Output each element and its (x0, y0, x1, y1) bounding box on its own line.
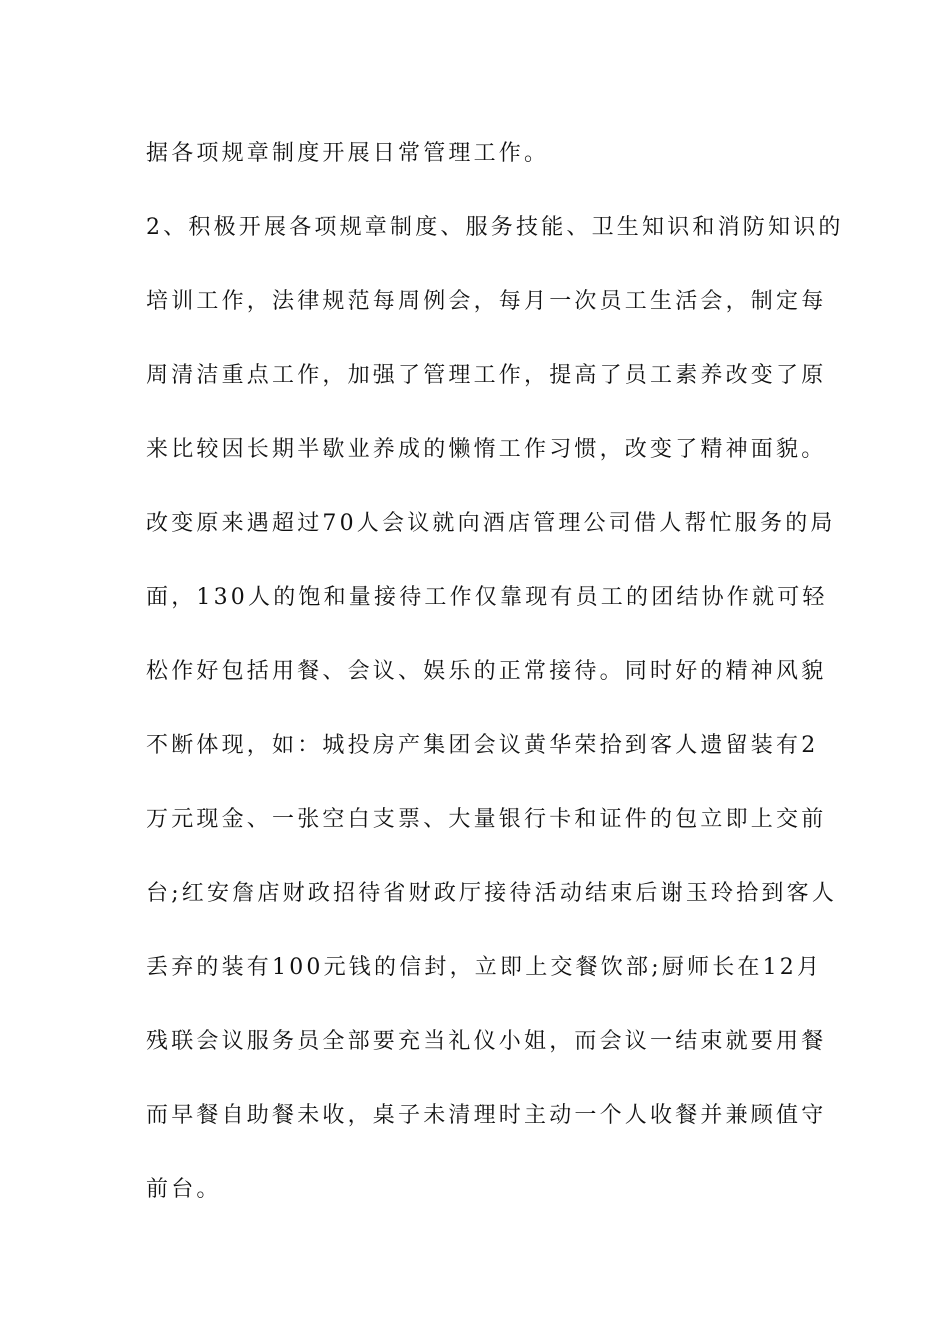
text-line-2: 2、积极开展各项规章制度、服务技能、卫生知识和消防知识的 (146, 215, 844, 240)
text-line-8: 松作好包括用餐、会议、娱乐的正常接待。同时好的精神风貌 (146, 659, 827, 684)
text-line-6: 改变原来遇超过70人会议就向酒店管理公司借人帮忙服务的局 (146, 511, 836, 536)
document-body (146, 128, 844, 1238)
text-line-13: 残联会议服务员全部要充当礼仪小姐，而会议一结束就要用餐 (146, 1029, 827, 1054)
text-line-10: 万元现金、一张空白支票、大量银行卡和证件的包立即上交前 (146, 807, 827, 832)
text-line-4: 周清洁重点工作，加强了管理工作，提高了员工素养改变了原 (146, 363, 827, 388)
text-line-1: 据各项规章制度开展日常管理工作。 (146, 141, 550, 166)
text-line-5: 来比较因长期半歇业养成的懒惰工作习惯，改变了精神面貌。 (146, 437, 827, 462)
text-line-15: 前台。 (146, 1177, 222, 1202)
text-line-9: 不断体现，如：城投房产集团会议黄华荣拾到客人遗留装有2 (146, 733, 819, 758)
text-line-7: 面，130人的饱和量接待工作仅靠现有员工的团结协作就可轻 (146, 585, 828, 610)
text-line-12: 丢弃的装有100元钱的信封，立即上交餐饮部;厨师长在12月 (146, 955, 823, 980)
text-line-3: 培训工作，法律规范每周例会，每月一次员工生活会，制定每 (146, 289, 827, 314)
text-line-11: 台;红安詹店财政招待省财政厅接待活动结束后谢玉玲拾到客人 (146, 881, 838, 906)
text-line-14: 而早餐自助餐未收，桌子未清理时主动一个人收餐并兼顾值守 (146, 1103, 827, 1128)
